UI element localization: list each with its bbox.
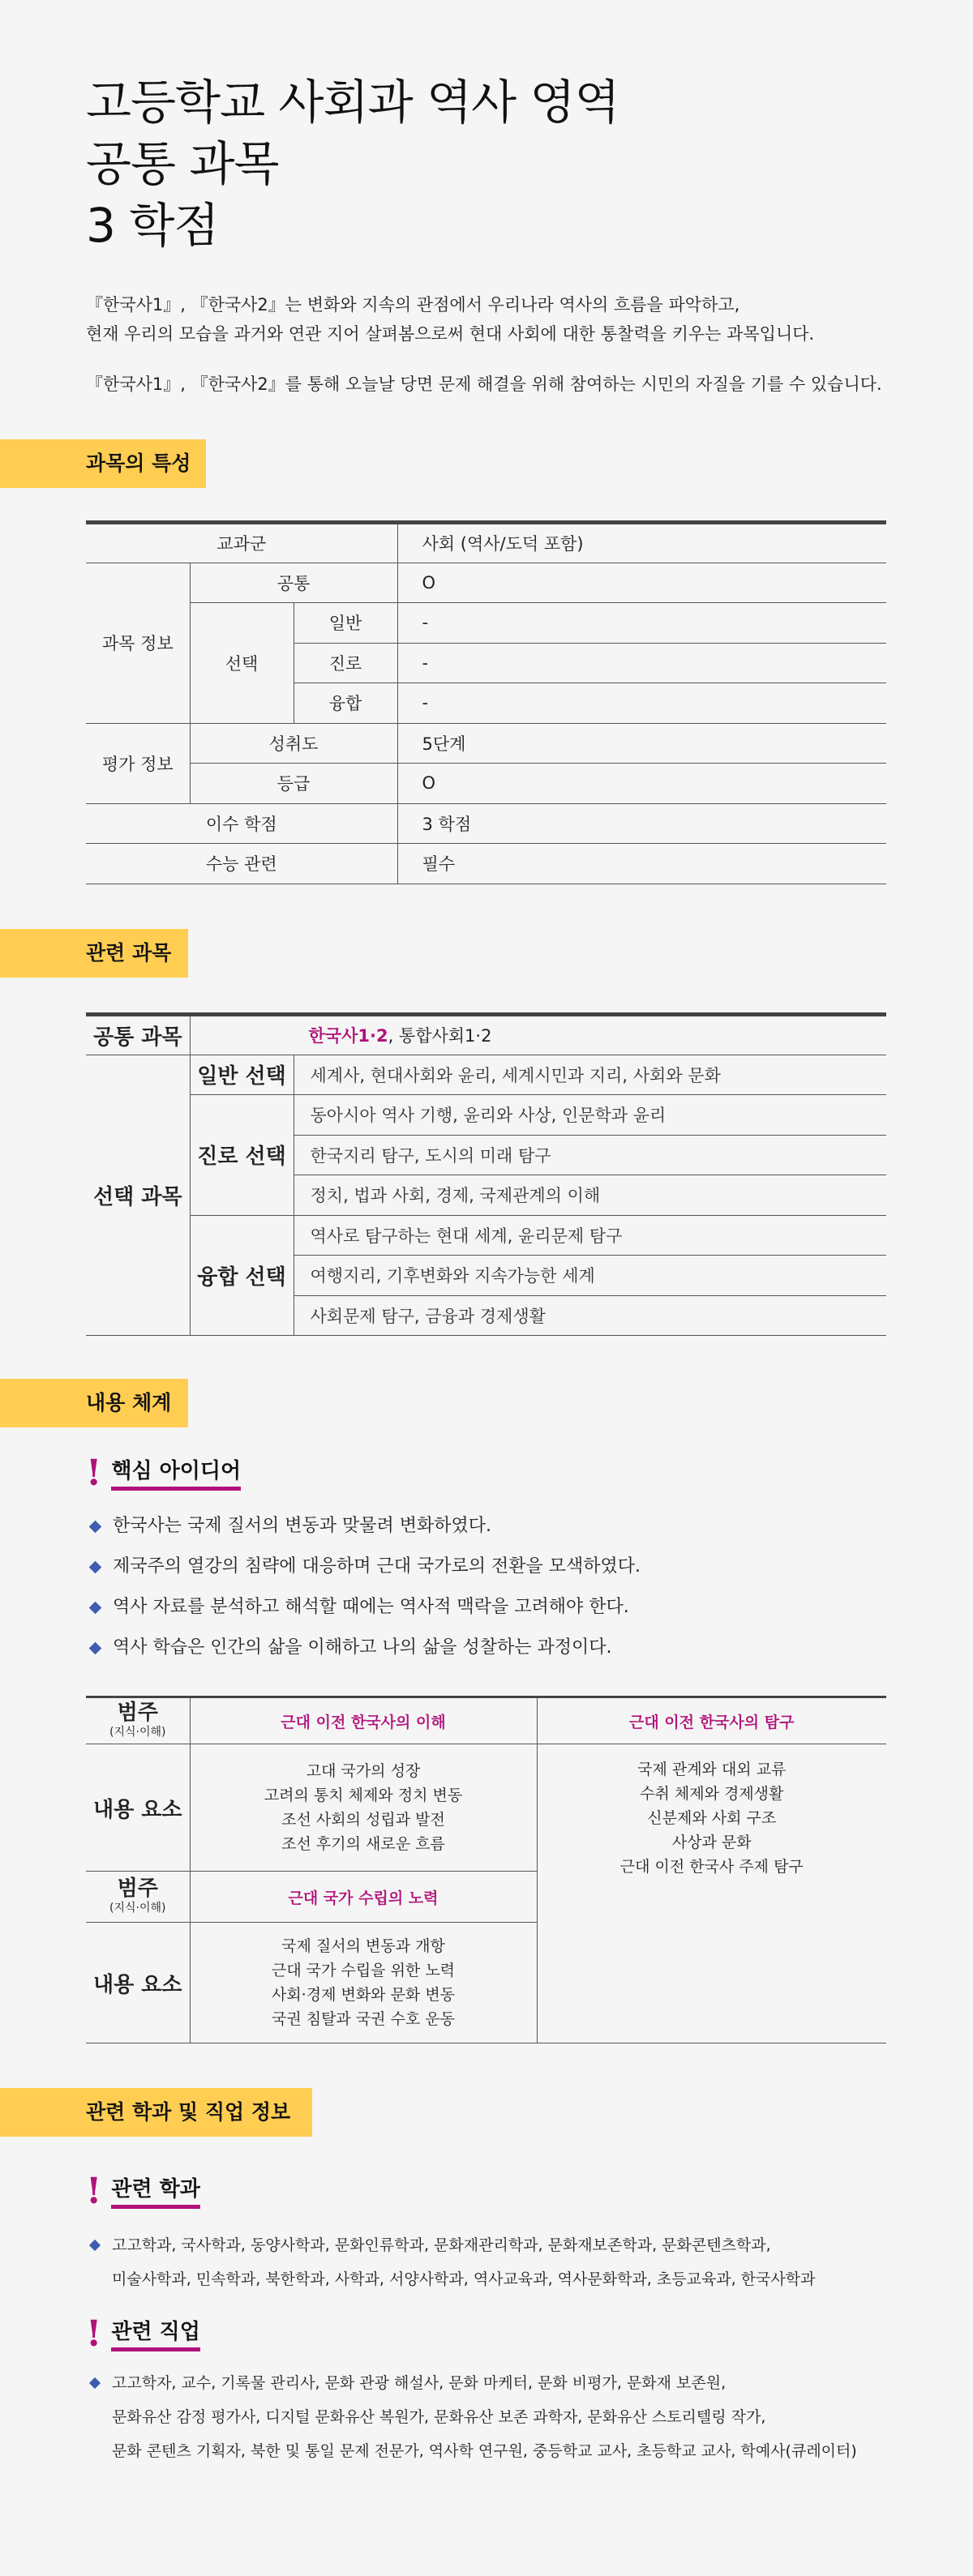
category-sub: (지식·이해) [109, 1902, 166, 1915]
elective-label: 선택 [190, 603, 294, 724]
general-label: 일반 [294, 603, 397, 644]
col3-title: 근대 국가 수립의 노력 [190, 1872, 537, 1923]
table-row [86, 1055, 886, 1095]
category-label [86, 1872, 190, 1923]
fusion-elective-value: 역사로 탐구하는 현대 세계, 윤리문제 탐구 [294, 1215, 886, 1256]
common-subjects-label: 공통 과목 [86, 1015, 190, 1055]
departments-heading [86, 2171, 200, 2212]
table-row [86, 563, 886, 603]
elective-subjects-label: 선택 과목 [86, 1055, 190, 1336]
list-item [88, 2228, 816, 2262]
common-value: O [397, 563, 886, 603]
section-related-subjects: 관련 과목 [0, 929, 188, 978]
jobs-list [88, 2366, 857, 2468]
category-text: 범주 [117, 1876, 158, 1901]
subject-info-label: 과목 정보 [86, 563, 190, 723]
content-item: 조선 후기의 새로운 흐름 [281, 1835, 445, 1853]
diamond-bullet-icon [89, 1601, 102, 1614]
intro-paragraph-1 [86, 290, 882, 349]
diamond-bullet-icon [89, 2240, 101, 2251]
jobs-line-1: 고고학자, 교수, 기록물 관리사, 문화 관광 해설사, 문화 마케터, 문화 비평가, 문화재 보존원, [112, 2374, 727, 2392]
career-value: - [397, 643, 886, 683]
jobs-line-3: 문화 콘텐츠 기획자, 북한 및 통일 문제 전문가, 역사학 연구원, 중등학교 교사, 초등학교 교사, 학예사(큐레이터) [112, 2442, 857, 2460]
career-elective-value: 동아시아 역사 기행, 윤리와 사상, 인문학과 윤리 [294, 1095, 886, 1136]
highlight-subject: 한국사1·2 [308, 1026, 388, 1046]
table-row [86, 1215, 886, 1256]
list-item [88, 2366, 857, 2400]
course-info-table [86, 520, 886, 884]
content-item: 조선 사회의 성립과 발전 [281, 1811, 445, 1829]
content-system-table [86, 1696, 886, 2043]
departments-line-2: 미술사학과, 민속학과, 북한학과, 사학과, 서양사학과, 역사교육과, 역사문화학과, 초등교육과, 한국사학과 [112, 2270, 816, 2288]
exclamation-icon: ! [86, 2313, 102, 2355]
intro-paragraph-2: 『한국사1』, 『한국사2』를 통해 오늘날 당면 문제 해결을 위해 참여하는 시민의 자질을 기를 수 있습니다. [86, 374, 882, 394]
list-item [88, 1547, 641, 1587]
section-dept-jobs: 관련 학과 및 직업 정보 [0, 2088, 312, 2137]
list-item [88, 1587, 641, 1628]
curriculum-value: 사회 (역사/도덕 포함) [397, 523, 886, 563]
common-label: 공통 [190, 563, 397, 603]
related-subjects-table [86, 1012, 886, 1336]
curriculum-label: 교과군 [86, 523, 397, 563]
content-item: 고려의 통치 체제와 정치 변동 [264, 1787, 463, 1804]
section-content-system: 내용 체계 [0, 1379, 188, 1427]
category-label [86, 1697, 190, 1744]
table-row [86, 1015, 886, 1055]
title-line-3: 3 학점 [86, 198, 219, 253]
content-item: 수취 체제와 경제생활 [640, 1785, 784, 1803]
career-elective-label: 진로 선택 [190, 1095, 294, 1216]
col1-title: 근대 이전 한국사의 이해 [190, 1697, 537, 1744]
career-label: 진로 [294, 643, 397, 683]
content-item: 근대 이전 한국사 주제 탐구 [619, 1858, 804, 1876]
table-row [86, 1744, 886, 1872]
table-row [86, 1697, 886, 1744]
core-idea-text: 역사 자료를 분석하고 해석할 때에는 역사적 맥락을 고려해야 한다. [113, 1597, 629, 1617]
table-row [86, 764, 886, 804]
section-characteristics: 과목의 특성 [0, 439, 206, 488]
content-item: 국제 질서의 변동과 개항 [281, 1937, 445, 1955]
jobs-title: 관련 직업 [111, 2318, 200, 2351]
core-idea-text: 제국주의 열강의 침략에 대응하며 근대 국가로의 전환을 모색하였다. [113, 1556, 641, 1577]
table-row [86, 603, 886, 644]
common-subjects-rest: , 통합사회1·2 [388, 1026, 492, 1046]
content-item: 사상과 문화 [671, 1834, 752, 1851]
col3-items [190, 1923, 537, 2043]
credits-value: 3 학점 [397, 803, 886, 844]
exclamation-icon: ! [86, 1453, 102, 1494]
fusion-value: - [397, 683, 886, 724]
intro-p1-line1: 『한국사1』, 『한국사2』는 변화와 지속의 관점에서 우리나라 역사의 흐름을 파악하고, [86, 295, 740, 315]
general-elective-label: 일반 선택 [190, 1055, 294, 1095]
csat-label: 수능 관련 [86, 844, 397, 884]
title-line-2: 공통 과목 [86, 136, 279, 191]
intro-p1-line2: 현재 우리의 모습을 과거와 연관 지어 살펴봄으로써 현대 사회에 대한 통찰력을 키우는 과목입니다. [86, 324, 815, 344]
achievement-label: 성취도 [190, 723, 397, 764]
diamond-bullet-icon [89, 1520, 102, 1533]
departments-line-1: 고고학과, 국사학과, 동양사학과, 문화인류학과, 문화재관리학과, 문화재보존학과, 문화콘텐츠학과, [112, 2236, 771, 2254]
table-row [86, 803, 886, 844]
core-idea-text: 한국사는 국제 질서의 변동과 맞물려 변화하였다. [113, 1516, 492, 1536]
content-element-label: 내용 요소 [92, 1972, 182, 1997]
list-item [88, 1506, 641, 1547]
fusion-elective-value: 사회문제 탐구, 금융과 경제생활 [294, 1295, 886, 1336]
core-ideas-list [88, 1506, 641, 1668]
jobs-line-2: 문화유산 감정 평가사, 디지털 문화유산 복원가, 문화유산 보존 과학자, 문화유산 스토리텔링 작가, [112, 2408, 766, 2426]
exclamation-icon: ! [86, 2171, 102, 2212]
category-text: 범주 [117, 1701, 158, 1725]
diamond-bullet-icon [89, 2377, 101, 2389]
core-ideas-heading [86, 1453, 242, 1494]
col2-title: 근대 이전 한국사의 탐구 [537, 1697, 886, 1744]
page-title [86, 71, 619, 256]
grade-label: 등급 [190, 764, 397, 804]
achievement-value: 5단계 [397, 723, 886, 764]
csat-value: 필수 [397, 844, 886, 884]
fusion-elective-value: 여행지리, 기후변화와 지속가능한 세계 [294, 1256, 886, 1296]
fusion-elective-label: 융합 선택 [190, 1215, 294, 1336]
departments-list [88, 2228, 816, 2296]
list-item [88, 1628, 641, 1668]
content-item: 국제 관계와 대외 교류 [637, 1761, 787, 1778]
col1-items [190, 1744, 537, 1872]
title-line-1: 고등학교 사회과 역사 영역 [86, 75, 619, 130]
col2-items [537, 1744, 886, 2043]
content-item: 근대 국가 수립을 위한 노력 [271, 1962, 456, 1979]
content-element-label: 내용 요소 [86, 1744, 190, 1872]
table-row [86, 844, 886, 884]
jobs-heading [86, 2313, 200, 2355]
intro-text [86, 290, 882, 399]
content-item: 사회·경제 변화와 문화 변동 [271, 1986, 456, 2004]
grade-value: O [397, 764, 886, 804]
table-row [86, 523, 886, 563]
content-item: 신분제와 사회 구조 [647, 1809, 777, 1827]
category-sub: (지식·이해) [109, 1726, 166, 1739]
table-row [86, 723, 886, 764]
career-elective-value: 한국지리 탐구, 도시의 미래 탐구 [294, 1135, 886, 1175]
general-value: - [397, 603, 886, 644]
core-idea-text: 역사 학습은 인간의 삶을 이해하고 나의 삶을 성찰하는 과정이다. [113, 1637, 612, 1658]
career-elective-value: 정치, 법과 사회, 경제, 국제관계의 이해 [294, 1175, 886, 1216]
eval-info-label: 평가 정보 [86, 723, 190, 803]
common-subjects-value [190, 1015, 886, 1055]
content-item: 국권 침탈과 국권 수호 운동 [271, 2010, 456, 2028]
content-item: 고대 국가의 성장 [306, 1762, 421, 1780]
diamond-bullet-icon [89, 1560, 102, 1573]
credits-label: 이수 학점 [86, 803, 397, 844]
table-row [86, 1095, 886, 1136]
diamond-bullet-icon [89, 1641, 102, 1654]
general-elective-value: 세계사, 현대사회와 윤리, 세계시민과 지리, 사회와 문화 [294, 1055, 886, 1095]
core-ideas-title: 핵심 아이디어 [111, 1457, 241, 1491]
departments-title: 관련 학과 [111, 2176, 200, 2209]
fusion-label: 융합 [294, 683, 397, 724]
